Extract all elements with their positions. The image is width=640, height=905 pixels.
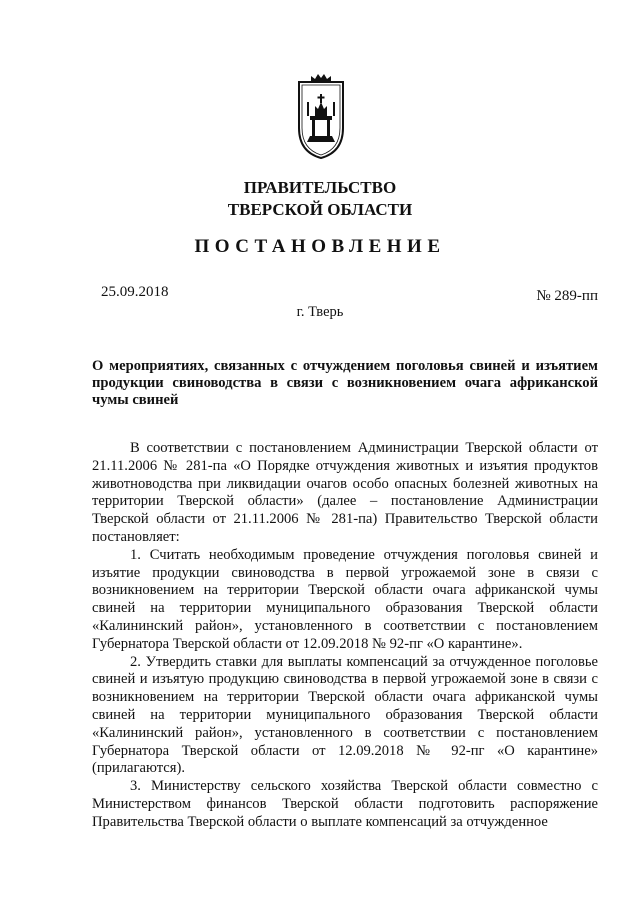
- paragraph-item-3: 3. Министерству сельского хозяйства Тверской области совместно с Министерством финансов Тверской области подготовить распоряжение Правительства Тверской области о выплате компенсаций за отчужденное: [92, 778, 598, 830]
- document-date: 25.09.2018: [101, 284, 169, 300]
- paragraph-item-1: 1. Считать необходимым проведение отчуждения поголовья свиней и изъятие продукции свиноводства в первой угрожаемой зоне в связи с возникновением на территории Тверской области очага африканской чумы свиней на территории муниципального образования Тверской области «Калининский район», установленного в соответствии с постановлением Губернатора Тверской области от 12.09.2018 № 92-пг «О карантине».: [92, 546, 598, 652]
- document-city: г. Тверь: [296, 304, 344, 320]
- document-body: [92, 440, 598, 832]
- document-type-title: ПОСТАНОВЛЕНИЕ: [194, 236, 446, 257]
- government-name-line2: ТВЕРСКОЙ ОБЛАСТИ: [227, 200, 413, 219]
- paragraph-item-2: 2. Утвердить ставки для выплаты компенсаций за отчужденное поголовье свиней и изъятую продукцию свиноводства в первой угрожаемой зоне в связи с возникновением на территории Тверской области очага африканской чумы свиней на территории муниципального образования Тверской области «Калининский район», установленного в соответствии с постановлением Губернатора Тверской области от 12.09.2018 № 92-пг «О карантине» (прилагаются).: [92, 653, 598, 777]
- paragraph-preamble: В соответствии с постановлением Администрации Тверской области от 21.11.2006 № 281-па «О Порядке отчуждения животных и изъятия продуктов животноводства при ликвидации очагов особо опасных болезней животных на территории Тверской области» (далее – постановление Администрации Тверской области от 21.11.2006 № 281-па) Правительство Тверской области постановляет:: [92, 440, 598, 545]
- document-number: № 289-пп: [536, 288, 598, 304]
- government-name-line1: ПРАВИТЕЛЬСТВО: [243, 178, 397, 197]
- document-subject: О мероприятиях, связанных с отчуждением поголовья свиней и изъятием продукции свиноводства в связи с возникновением очага африканской чумы свиней: [92, 358, 598, 408]
- tver-coat-of-arms-icon: [293, 72, 349, 160]
